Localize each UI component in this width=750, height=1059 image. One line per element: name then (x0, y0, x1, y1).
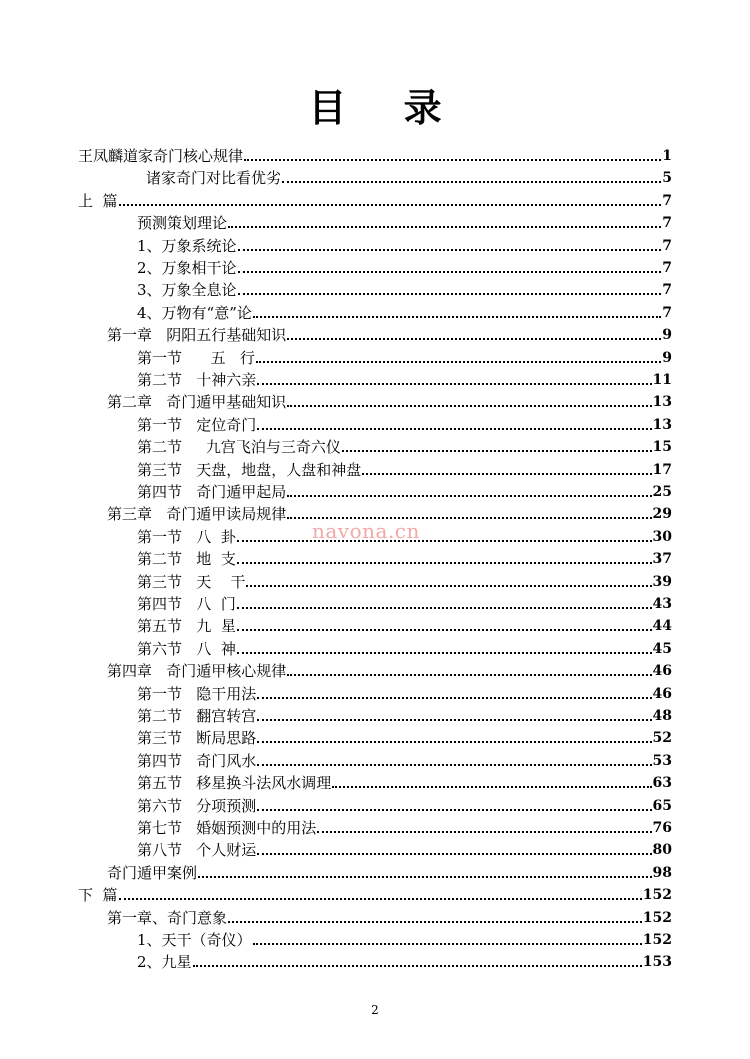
dot-leader (238, 293, 662, 295)
toc-entry[interactable] (137, 435, 672, 457)
dot-leader (193, 965, 642, 967)
toc-entry[interactable] (137, 950, 672, 972)
toc-entry-page: 152 (642, 909, 672, 926)
toc-entry-label: 第四节 奇门风水 (137, 751, 257, 770)
toc-entry[interactable] (137, 749, 672, 771)
toc-entry-label: 预测策划理论 (137, 214, 228, 233)
toc-entry-page: 52 (652, 730, 672, 747)
toc-entry-label: 上 篇 (78, 191, 118, 210)
dot-leader (228, 226, 661, 228)
toc-entry-label: 第八节 个人财运 (137, 841, 257, 860)
dot-leader (332, 786, 651, 788)
toc-entry-page: 7 (662, 192, 672, 209)
toc-entry[interactable] (137, 480, 672, 502)
toc-entry[interactable] (137, 368, 672, 390)
dot-leader (256, 361, 661, 363)
toc-entry-page: 39 (652, 573, 672, 590)
toc-entry-page: 44 (652, 618, 672, 635)
toc-entry[interactable] (137, 211, 672, 233)
toc-entry-label: 第三节 天 干 (137, 572, 246, 591)
toc-entry-page: 13 (652, 394, 672, 411)
dot-leader (237, 540, 652, 542)
toc-entry[interactable] (137, 256, 672, 278)
dot-leader (237, 607, 652, 609)
toc-entry[interactable] (137, 614, 672, 636)
dot-leader (119, 898, 642, 900)
dot-leader (362, 473, 651, 475)
toc-entry[interactable] (137, 547, 672, 569)
toc-entry-page: 5 (662, 170, 672, 187)
toc-entry-page: 80 (652, 842, 672, 859)
dot-leader (253, 943, 642, 945)
toc-entry[interactable] (137, 928, 672, 950)
toc-entry-label: 第七节 婚姻预测中的用法 (137, 819, 317, 837)
dot-leader (244, 159, 661, 161)
dot-leader (257, 383, 651, 385)
toc-entry-label: 第三节 断局思路 (137, 729, 257, 748)
dot-leader (342, 450, 652, 452)
toc-entry-label: 第四节 八 门 (137, 595, 236, 613)
toc-entry-label: 第六节 八 神 (137, 639, 236, 658)
toc-entry-label: 第一节 八 卦 (137, 527, 236, 546)
toc-entry-page: 152 (642, 887, 672, 904)
dot-leader (257, 741, 651, 743)
toc-entry-page: 76 (652, 820, 672, 836)
toc-entry-label: 1、万象系统论 (137, 236, 237, 255)
toc-entry-label: 2、万象相干论 (137, 259, 237, 277)
toc-entry-label: 第六节 分项预测 (137, 796, 257, 815)
toc-entry[interactable] (107, 390, 672, 412)
dot-leader (253, 316, 661, 318)
page-number: 2 (371, 1003, 379, 1017)
toc-entry-label: 第二章 奇门遁甲基础知识 (107, 393, 287, 412)
toc-entry-page: 7 (662, 215, 672, 232)
toc-entry[interactable] (107, 659, 672, 681)
toc-entry-label: 第五节 九 星 (137, 617, 236, 636)
toc-entry-label: 第三节 天盘，地盘，人盘和神盘 (137, 460, 362, 479)
dot-leader (257, 428, 651, 430)
toc-entry-page: 9 (662, 349, 672, 366)
toc-entry[interactable] (137, 234, 672, 256)
toc-entry[interactable] (137, 816, 672, 838)
toc-entry[interactable] (137, 726, 672, 748)
watermark: navona.cn (312, 519, 420, 543)
dot-leader (282, 181, 661, 183)
toc-entry[interactable] (78, 883, 672, 905)
dot-leader (317, 831, 651, 833)
toc-entry-page: 15 (652, 439, 672, 456)
toc-entry[interactable] (146, 166, 672, 188)
toc-entry[interactable] (107, 323, 672, 345)
toc-entry[interactable] (137, 771, 672, 793)
toc-entry-label: 2、九星 (137, 953, 192, 972)
toc-entry[interactable] (137, 682, 672, 704)
toc-entry-page: 13 (652, 416, 672, 433)
dot-leader (119, 204, 662, 206)
toc-entry-page: 7 (662, 304, 672, 321)
dot-leader (237, 629, 652, 631)
dot-leader (257, 719, 651, 721)
toc-entry-page: 30 (652, 528, 672, 545)
dot-leader (257, 697, 651, 699)
toc-entry-label: 第一章 阴阳五行基础知识 (107, 326, 287, 345)
toc-entry-label: 4、万物有“意”论 (137, 303, 252, 322)
toc-entry-page: 65 (652, 797, 672, 814)
toc-entry[interactable] (137, 637, 672, 659)
toc-entry[interactable] (137, 346, 672, 368)
toc-entry[interactable] (137, 301, 672, 323)
toc-entry-page: 9 (662, 327, 672, 344)
toc-entry[interactable] (78, 144, 672, 166)
toc-entry-page: 152 (642, 932, 672, 948)
toc-entry-label: 第四节 奇门遁甲起局 (137, 483, 287, 501)
dot-leader (287, 338, 661, 340)
toc-entry-page: 43 (652, 596, 672, 612)
toc-entry-label: 第一节 隐干用法 (137, 684, 257, 703)
toc-entry-page: 7 (662, 282, 672, 299)
toc-entry-label: 第二节 十神六亲 (137, 371, 257, 389)
dot-leader (238, 271, 662, 273)
toc-entry-page: 53 (652, 752, 672, 769)
toc-entry-label: 第二节 九宫飞泊与三奇六仪 (137, 438, 341, 457)
toc-entry-label: 奇门遁甲案例 (107, 863, 198, 882)
dot-leader (287, 405, 651, 407)
toc-entry-label: 第一章、奇门意象 (107, 908, 228, 927)
toc-entry[interactable] (78, 189, 672, 211)
dot-leader (257, 809, 651, 811)
dot-leader (198, 876, 652, 878)
toc-entry-page: 17 (652, 461, 672, 478)
toc-entry-page: 48 (652, 708, 672, 724)
toc-entry-page: 63 (652, 775, 672, 792)
toc-entry-label: 3、万象全息论 (137, 281, 237, 300)
toc-entry[interactable] (137, 570, 672, 592)
toc-entry-label: 第一节 五 行 (137, 348, 255, 367)
toc-entry-label: 第四章 奇门遁甲核心规律 (107, 662, 287, 681)
toc-entry-page: 46 (652, 663, 672, 680)
dot-leader (237, 562, 652, 564)
toc-entry-page: 1 (662, 148, 672, 164)
toc-entry-label: 第二节 地 支 (137, 550, 236, 569)
page-title: 目 录 (308, 85, 464, 130)
dot-leader (257, 853, 651, 855)
toc-entry[interactable] (137, 704, 672, 726)
toc-entry-label: 第二节 翻宫转宫 (137, 707, 257, 725)
table-of-contents (0, 144, 750, 984)
toc-entry[interactable] (137, 413, 672, 435)
toc-entry-page: 7 (662, 260, 672, 276)
toc-entry-page: 25 (652, 484, 672, 500)
dot-leader (287, 674, 651, 676)
toc-entry-label: 下 篇 (78, 886, 118, 905)
toc-entry[interactable] (137, 278, 672, 300)
toc-entry-label: 1、天干（奇仪） (137, 931, 252, 949)
toc-entry-page: 29 (652, 506, 672, 523)
dot-leader (257, 764, 651, 766)
toc-entry-label: 王凤麟道家奇门核心规律 (78, 147, 244, 165)
toc-entry-page: 45 (652, 640, 672, 657)
dot-leader (228, 921, 642, 923)
toc-entry-page: 37 (652, 551, 672, 568)
toc-entry-page: 98 (652, 864, 672, 881)
toc-entry-page: 11 (652, 372, 672, 388)
toc-entry[interactable] (107, 861, 672, 883)
dot-leader (246, 585, 651, 587)
toc-entry-label: 第三章 奇门遁甲读局规律 (107, 505, 287, 524)
toc-entry-label: 第五节 移星换斗法风水调理 (137, 774, 332, 793)
toc-entry[interactable] (137, 592, 672, 614)
toc-entry[interactable] (137, 794, 672, 816)
toc-entry[interactable] (137, 838, 672, 860)
toc-entry[interactable] (137, 458, 672, 480)
toc-entry-page: 153 (642, 954, 672, 971)
toc-entry-page: 46 (652, 685, 672, 702)
toc-entry-label: 第一节 定位奇门 (137, 415, 257, 434)
dot-leader (287, 495, 651, 497)
toc-entry[interactable] (107, 906, 672, 928)
toc-entry-page: 7 (662, 237, 672, 254)
dot-leader (237, 652, 652, 654)
dot-leader (238, 249, 662, 251)
toc-entry-label: 诸家奇门对比看优劣 (146, 169, 282, 188)
